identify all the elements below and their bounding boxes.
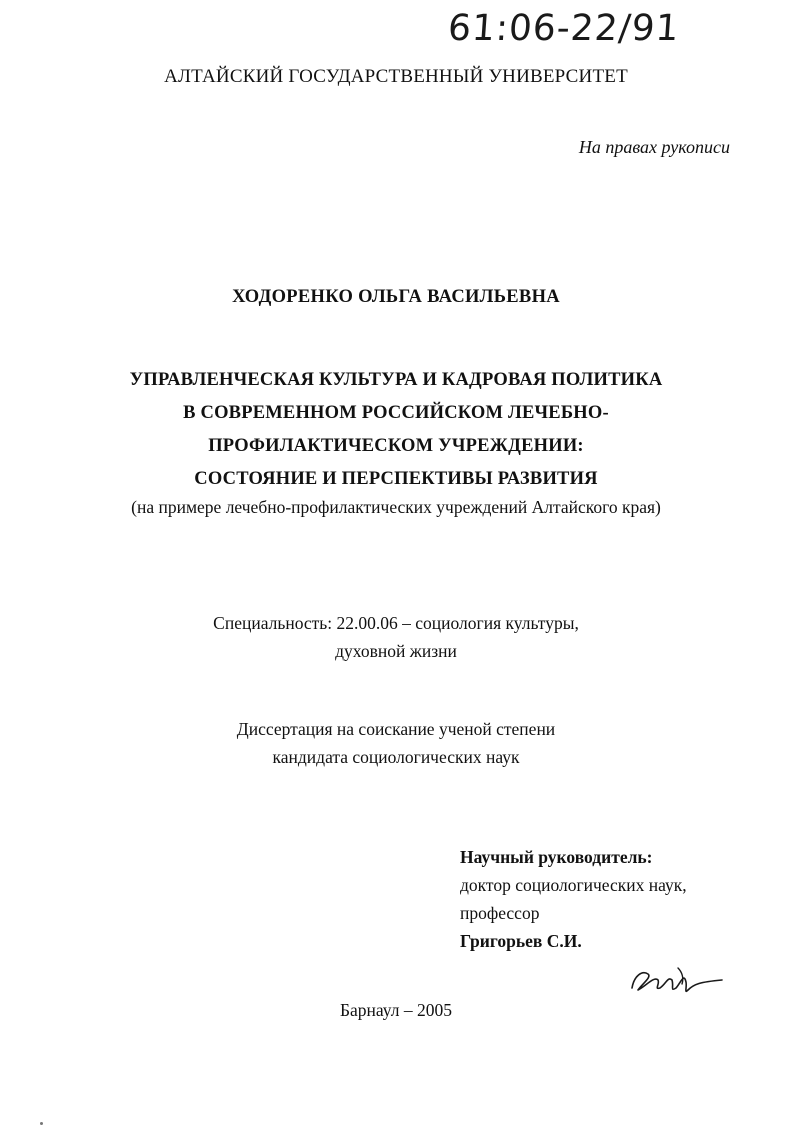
advisor-block [460, 843, 687, 955]
advisor-name: Григорьев С.И. [460, 931, 582, 951]
city-year: Барнаул – 2005 [339, 1000, 453, 1020]
university-name: АЛТАЙСКИЙ ГОСУДАРСТВЕННЫЙ УНИВЕРСИТЕТ [164, 66, 628, 87]
degree-line-1: Диссертация на соискание ученой степени [236, 719, 556, 739]
advisor-heading: Научный руководитель: [460, 847, 653, 867]
specialty-block [0, 609, 792, 665]
degree-line-2: кандидата социологических наук [272, 747, 520, 767]
manuscript-rights-note: На правах рукописи [578, 137, 730, 157]
advisor-degree: доктор социологических наук, [460, 875, 687, 895]
scan-speck [40, 1122, 43, 1125]
dissertation-title [0, 364, 792, 496]
specialty-line-2: духовной жизни [335, 641, 457, 661]
title-line-2: В СОВРЕМЕННОМ РОССИЙСКОМ ЛЕЧЕБНО- [183, 403, 609, 423]
dissertation-subtitle: (на примере лечебно-профилактических учреждений Алтайского края) [131, 497, 661, 517]
handwritten-archive-code: 61:06-22/91 [446, 8, 681, 49]
author-name: ХОДОРЕНКО ОЛЬГА ВАСИЛЬЕВНА [232, 287, 560, 307]
title-line-3: ПРОФИЛАКТИЧЕСКОМ УЧРЕЖДЕНИИ: [208, 436, 584, 456]
handwritten-signature [628, 962, 724, 998]
degree-block [0, 715, 792, 771]
specialty-line-1: Специальность: 22.00.06 – социология культуры, [213, 613, 579, 633]
advisor-title: профессор [460, 903, 540, 923]
title-line-1: УПРАВЛЕНЧЕСКАЯ КУЛЬТУРА И КАДРОВАЯ ПОЛИТИКА [129, 370, 663, 390]
title-line-4: СОСТОЯНИЕ И ПЕРСПЕКТИВЫ РАЗВИТИЯ [194, 469, 598, 489]
